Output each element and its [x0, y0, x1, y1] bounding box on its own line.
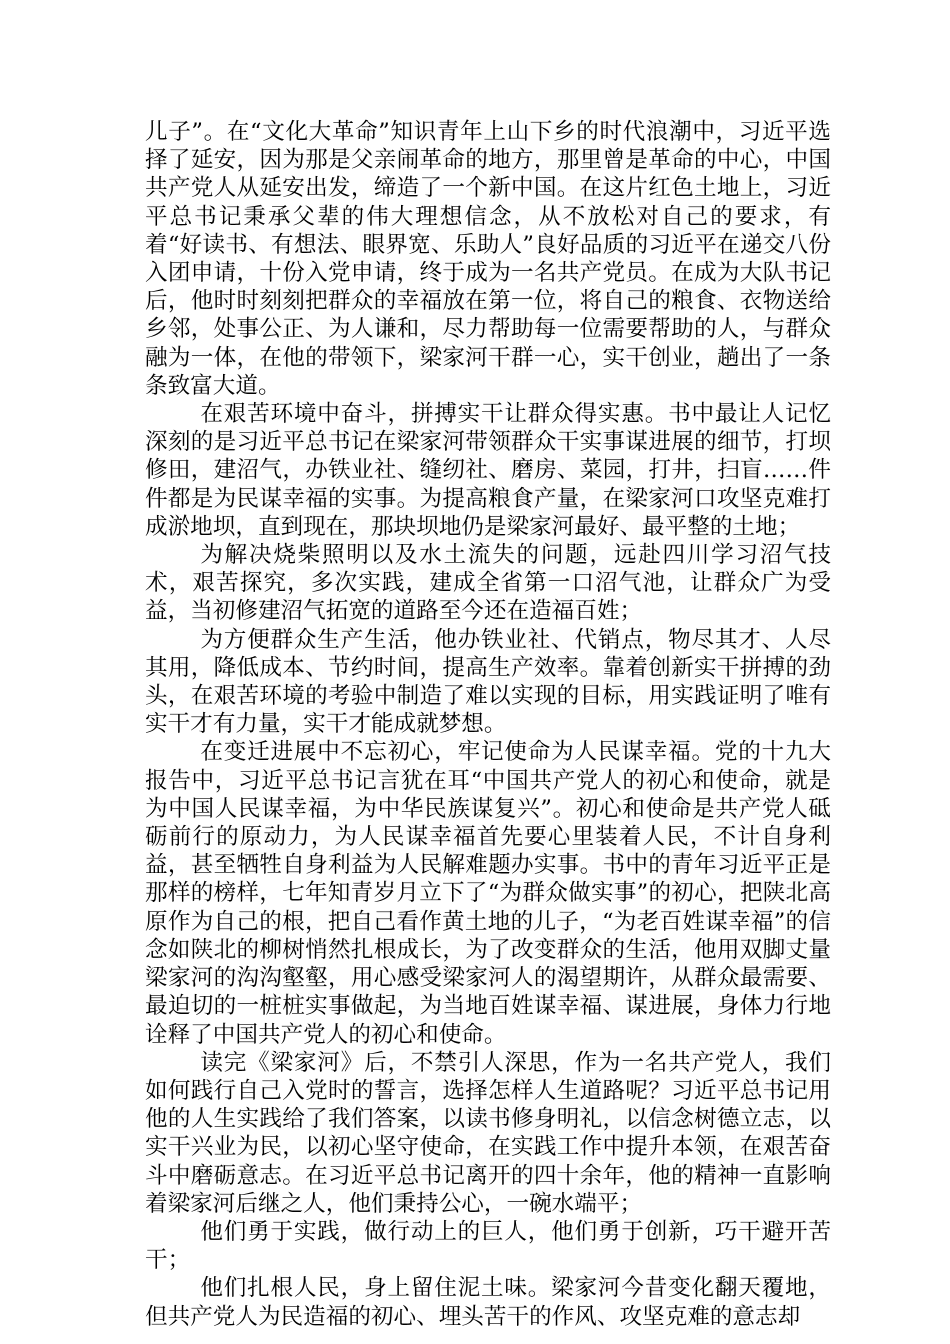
paragraph-7: 他们勇于实践，做行动上的巨人，他们勇于创新，巧干避开苦干； — [145, 1218, 831, 1274]
paragraph-6: 读完《梁家河》后，不禁引人深思，作为一名共产党人，我们如何践行自己入党时的誓言，选择怎样人生道路呢？习近平总书记用他的人生实践给了我们答案，以读书修身明礼，以信念树德立志，以实干兴业为民，以初心坚守使命，在实践工作中提升本领，在艰苦奋斗中磨砺意志。在习近平总书记离开的四十余年，他的精神一直影响着梁家河后继之人，他们秉持公心，一碗水端平； — [145, 1049, 831, 1217]
paragraph-4: 为方便群众生产生活，他办铁业社、代销点，物尽其才、人尽其用，降低成本、节约时间，提高生产效率。靠着创新实干拼搏的劲头，在艰苦环境的考验中制造了难以实现的目标，用实践证明了唯有实干才有力量，实干才能成就梦想。 — [145, 626, 831, 738]
paragraph-5: 在变迁进展中不忘初心，牢记使命为人民谋幸福。党的十九大报告中，习近平总书记言犹在耳“中国共产党人的初心和使命，就是为中国人民谋幸福，为中华民族谋复兴”。初心和使命是共产党人砥砺前行的原动力，为人民谋幸福首先要心里装着人民，不计自身利益，甚至牺牲自身利益为人民解难题办实事。书中的青年习近平正是那样的榜样，七年知青岁月立下了“为群众做实事”的初心，把陕北高原作为自己的根，把自己看作黄土地的儿子，“为老百姓谋幸福”的信念如陕北的柳树悄然扎根成长，为了改变群众的生活，他用双脚丈量梁家河的沟沟壑壑，用心感受梁家河人的渴望期许，从群众最需要、最迫切的一桩桩实事做起，为当地百姓谋幸福、谋进展，身体力行地诠释了中国共产党人的初心和使命。 — [145, 739, 831, 1048]
paragraph-3: 为解决烧柴照明以及水土流失的问题，远赴四川学习沼气技术，艰苦探究，多次实践，建成全省第一口沼气池，让群众广为受益，当初修建沼气拓宽的道路至今还在造福百姓； — [145, 542, 831, 625]
body-text — [145, 118, 831, 1331]
paragraph-8: 他们扎根人民，身上留住泥土味。梁家河今昔变化翻天覆地，但共产党人为民造福的初心、埋头苦干的作风、攻坚克难的意志却 — [145, 1275, 831, 1330]
paragraph-2: 在艰苦环境中奋斗，拼搏实干让群众得实惠。书中最让人记忆深刻的是习近平总书记在梁家河带领群众干实事谋进展的细节，打坝修田，建沼气，办铁业社、缝纫社、磨房、菜园，打井，扫盲……件件都是为民谋幸福的实事。为提高粮食产量，在梁家河口攻坚克难打成淤地坝，直到现在，那块坝地仍是梁家河最好、最平整的土地； — [145, 401, 831, 540]
paragraph-1: 儿子”。在“文化大革命”知识青年上山下乡的时代浪潮中，习近平选择了延安，因为那是父亲闹革命的地方，那里曾是革命的中心，中国共产党人从延安出发，缔造了一个新中国。在这片红色土地上，习近平总书记秉承父辈的伟大理想信念，从不放松对自己的要求，有着“好读书、有想法、眼界宽、乐助人”良好品质的习近平在递交八份入团申请，十份入党申请，终于成为一名共产党员。在成为大队书记后，他时时刻刻把群众的幸福放在第一位，将自己的粮食、衣物送给乡邻，处事公正、为人谦和，尽力帮助每一位需要帮助的人，与群众融为一体，在他的带领下，梁家河干群一心，实干创业，趟出了一条条致富大道。 — [145, 119, 831, 399]
